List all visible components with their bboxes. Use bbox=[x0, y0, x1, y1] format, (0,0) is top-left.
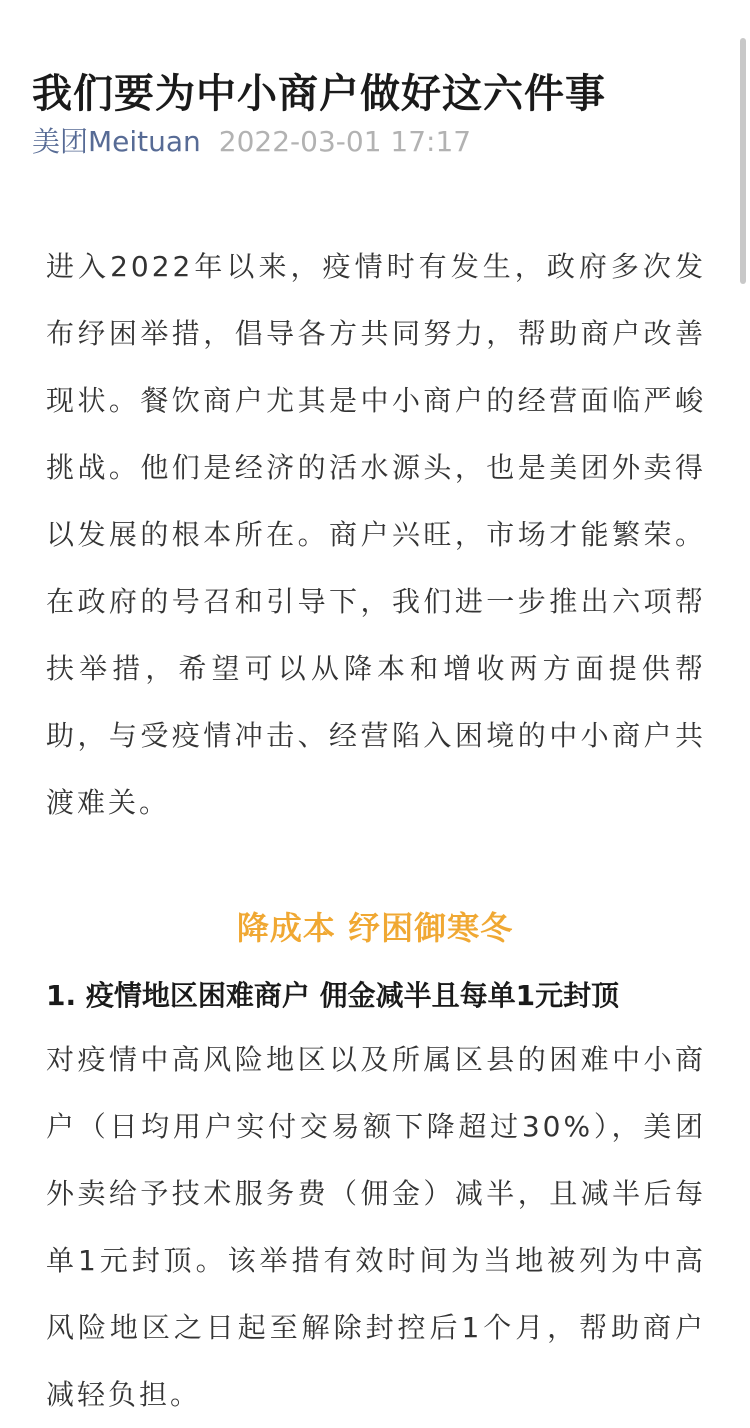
author-link[interactable]: 美团Meituan bbox=[32, 125, 201, 158]
intro-paragraph: 进入2022年以来，疫情时有发生，政府多次发布纾困举措，倡导各方共同努力，帮助商户改善现状。餐饮商户尤其是中小商户的经营面临严峻挑战。他们是经济的活水源头，也是美团外卖得以发展的根本所在。商户兴旺，市场才能繁荣。在政府的号召和引导下，我们进一步推出六项帮扶举措，希望可以从降本和增收两方面提供帮助，与受疫情冲击、经营陷入困境的中小商户共渡难关。 bbox=[46, 250, 706, 819]
article-meta bbox=[32, 122, 471, 162]
section-heading: 降成本 纾困御寒冬 bbox=[236, 909, 514, 947]
item-title: 1. 疫情地区困难商户 佣金减半且每单1元封顶 bbox=[46, 979, 620, 1012]
article-title: 我们要为中小商户做好这六件事 bbox=[32, 70, 606, 117]
publish-date: 2022-03-01 17:17 bbox=[218, 125, 472, 158]
item-body: 对疫情中高风险地区以及所属区县的困难中小商户（日均用户实付交易额下降超过30%），美团外卖给予技术服务费（佣金）减半，且减半后每单1元封顶。该举措有效时间为当地被列为中高风险地区之日起至解除封控后1个月，帮助商户减轻负担。 bbox=[46, 1043, 706, 1411]
scrollbar[interactable] bbox=[740, 38, 746, 284]
